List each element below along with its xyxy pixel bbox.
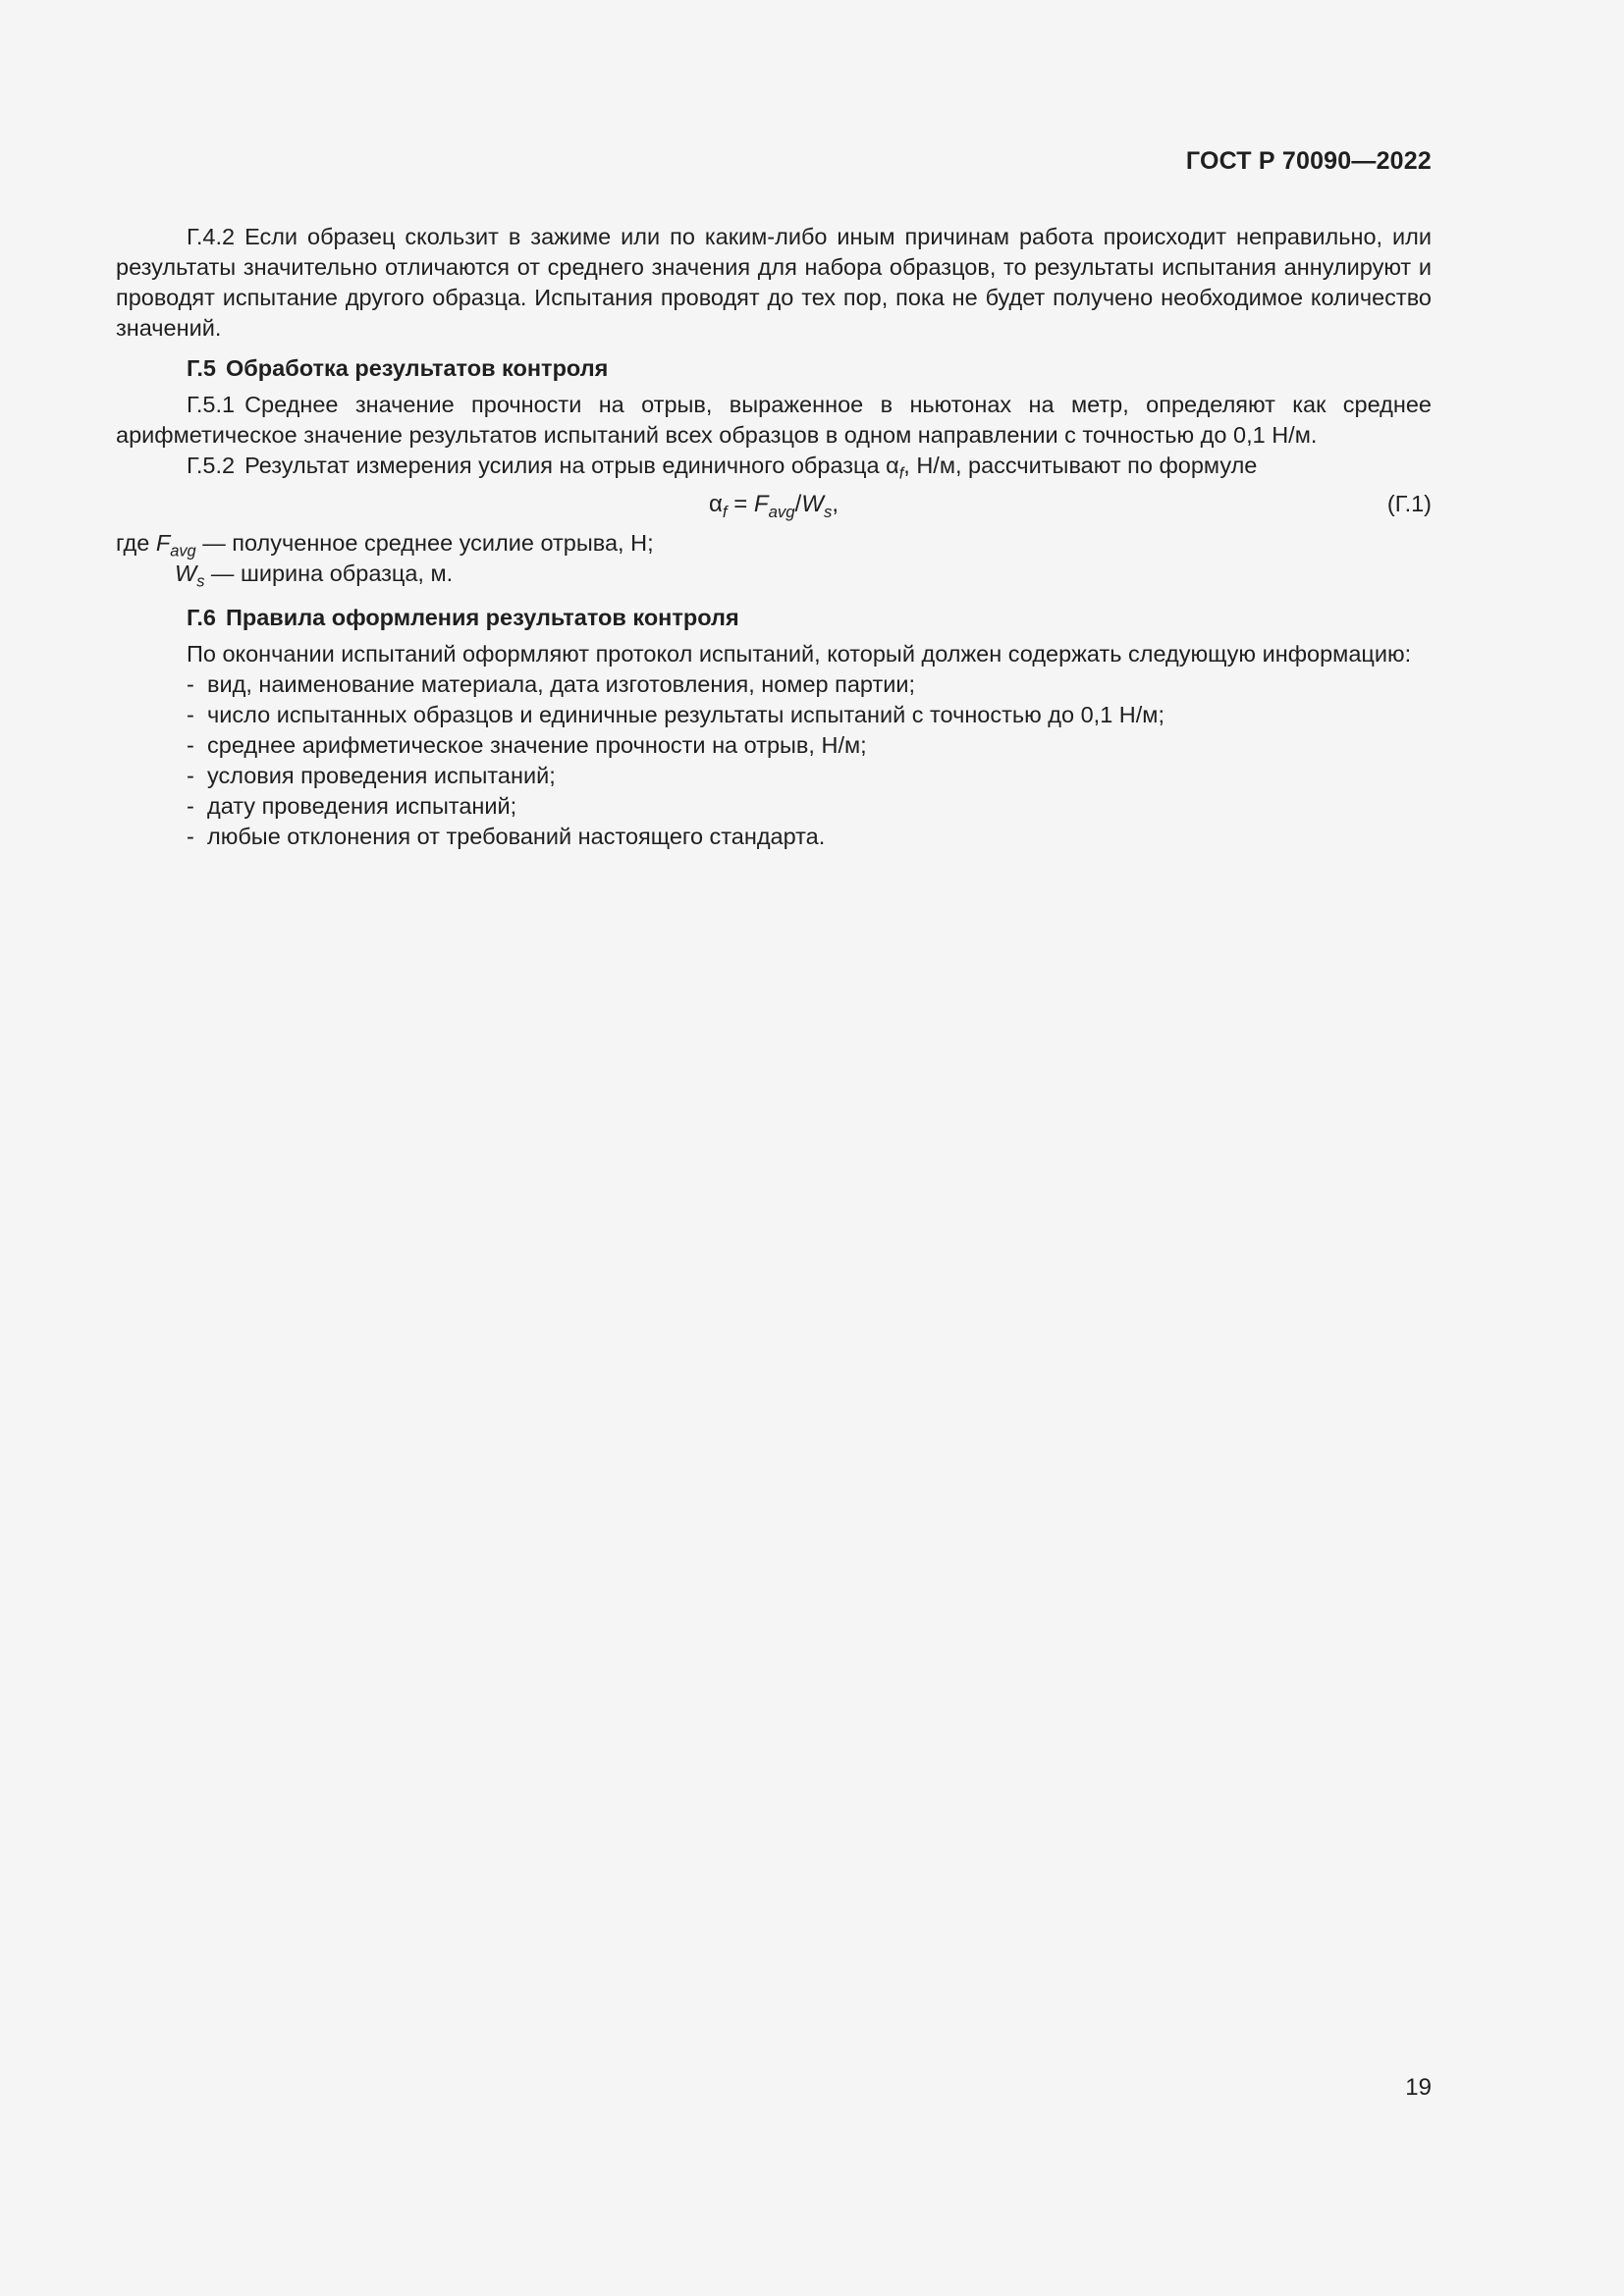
requirements-list [116,669,1432,852]
clause-number: Г.5.1 [187,392,236,417]
section-number: Г.6 [187,605,216,630]
page-number: 19 [1405,2074,1432,2101]
list-item: - число испытанных образцов и единичные результаты испытаний с точностью до 0,1 Н/м; [187,702,1164,727]
paragraph-text: Среднее значение прочности на отрыв, выраженное в ньютонах на метр, определяют как среднее арифметическое значение результатов испытаний всех образцов в одном направлении с точностью до 0,1 Н/м. [116,392,1432,448]
subscript: f [898,464,904,483]
formula-alpha-sub: f [722,502,728,521]
formula-slash: / [794,491,802,517]
paragraph-g5-2 [116,451,1432,481]
formula-eq: = [727,491,754,517]
where-line-favg [116,528,1432,559]
paragraph-g4-2 [116,222,1432,344]
where-description: — ширина образца, м. [204,561,454,586]
where-description: — полученное среднее усилие отрыва, Н; [195,530,654,556]
paragraph-g6-intro: По окончании испытаний оформляют протокол испытаний, который должен содержать следующую информацию: [187,641,1412,667]
formula-number: (Г.1) [1386,491,1432,516]
list-item: - условия проведения испытаний; [187,763,556,788]
clause-number: Г.5.2 [187,453,236,478]
section-title: Обработка результатов контроля [225,355,609,381]
paragraph-text: Результат измерения усилия на отрыв единичного образца α [244,453,899,478]
document-body [116,222,1432,852]
section-heading-g6 [116,603,1432,633]
formula-f-sub: avg [768,502,795,521]
section-number: Г.5 [187,355,216,381]
formula-row [116,483,1432,528]
list-item: - дату проведения испытаний; [187,793,517,819]
list-item: - вид, наименование материала, дата изготовления, номер партии; [187,671,916,697]
paragraph-g5-1 [116,390,1432,451]
paragraph-text: Если образец скользит в зажиме или по каким-либо иным причинам работа происходит неправильно, или результаты значительно отличаются от среднего значения для набора образцов, то результаты испытания аннулируют и проводят испытание другого образца. Испытания проводят до тех пор, пока не будет получено необходимое количество значений. [116,224,1432,341]
where-symbol-sub: s [196,572,205,591]
list-item: - любые отклонения от требований настоящего стандарта. [187,824,826,849]
standard-header: ГОСТ Р 70090—2022 [1185,147,1432,175]
where-symbol: W [175,561,197,586]
formula-comma: , [832,491,839,517]
formula-w: W [801,491,824,517]
formula-w-sub: s [823,502,833,521]
list-item: - среднее арифметическое значение прочности на отрыв, Н/м; [187,732,867,758]
where-symbol: F [155,530,171,556]
paragraph-text-tail: , Н/м, рассчитывают по формуле [903,453,1258,478]
where-symbol-sub: avg [170,542,196,561]
section-title: Правила оформления результатов контроля [225,605,739,630]
formula-alpha: α [708,491,723,517]
section-heading-g5 [116,353,1432,384]
clause-number: Г.4.2 [187,224,236,249]
formula-f: F [753,491,769,517]
formula [116,489,1432,519]
where-line-ws [116,559,1432,589]
where-lead: где [116,530,156,556]
